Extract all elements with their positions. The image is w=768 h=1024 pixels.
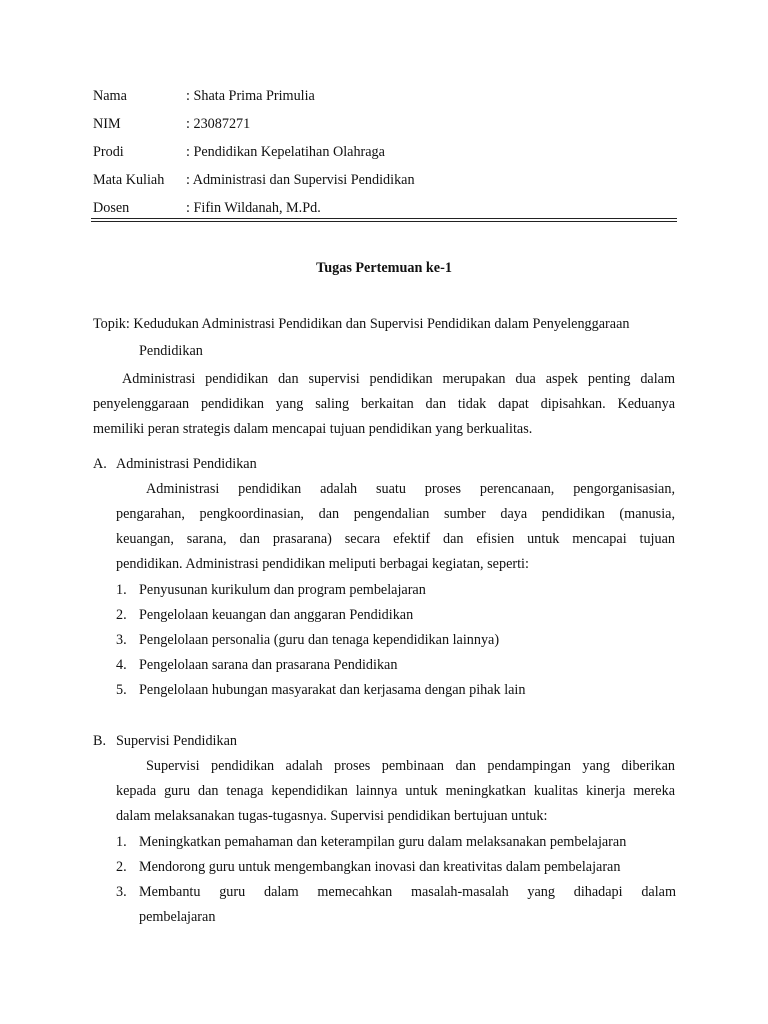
section-a-paragraph <box>116 479 675 579</box>
info-label: Prodi <box>93 144 124 160</box>
list-number: 5. <box>116 682 127 698</box>
header-rule-top <box>91 218 677 219</box>
info-value: : Shata Prima Primulia <box>186 88 315 104</box>
paragraph-line: Supervisi pendidikan adalah proses pembinaan dan pendampingan yang diberikan <box>146 758 675 774</box>
info-value: : Fifin Wildanah, M.Pd. <box>186 200 321 216</box>
section-letter: B. <box>93 733 107 749</box>
intro-line: penyelenggaraan pendidikan yang saling berkaitan dan tidak dapat dipisahkan. Keduanya <box>93 396 675 412</box>
paragraph-line: pengarahan, pengkoordinasian, dan pengendalian sumber daya pendidikan (manusia, <box>116 506 675 522</box>
section-letter: A. <box>93 456 107 472</box>
info-label: Mata Kuliah <box>93 172 165 188</box>
page-title: Tugas Pertemuan ke-1 <box>316 260 452 276</box>
info-value: : Administrasi dan Supervisi Pendidikan <box>186 172 415 188</box>
header-rule-bottom <box>91 221 677 222</box>
section-b-paragraph <box>116 756 675 831</box>
info-label: Nama <box>93 88 127 104</box>
list-text: Pengelolaan hubungan masyarakat dan kerjasama dengan pihak lain <box>139 682 526 698</box>
list-number: 3. <box>116 632 127 648</box>
list-text: Pengelolaan sarana dan prasarana Pendidikan <box>139 657 398 673</box>
paragraph-line: Administrasi pendidikan adalah suatu proses perencanaan, pengorganisasian, <box>146 481 675 497</box>
list-text: Pengelolaan personalia (guru dan tenaga kependidikan lainnya) <box>139 632 500 648</box>
list-number: 2. <box>116 859 127 875</box>
list-number: 3. <box>116 884 127 900</box>
info-label: Dosen <box>93 200 130 216</box>
topic-line-2: Pendidikan <box>139 343 203 359</box>
list-text: Membantu guru dalam memecahkan masalah-masalah yang dihadapi dalam <box>139 884 676 900</box>
list-number: 4. <box>116 657 127 673</box>
list-text: Meningkatkan pemahaman dan keterampilan guru dalam melaksanakan pembelajaran <box>139 834 627 850</box>
info-value: : 23087271 <box>186 116 251 132</box>
list-number: 2. <box>116 607 127 623</box>
paragraph-line: pendidikan. Administrasi pendidikan meliputi berbagai kegiatan, seperti: <box>116 556 529 572</box>
info-value: : Pendidikan Kepelatihan Olahraga <box>186 144 385 160</box>
list-text: Mendorong guru untuk mengembangkan inovasi dan kreativitas dalam pembelajaran <box>139 859 621 875</box>
info-label: NIM <box>93 116 121 132</box>
paragraph-line: keuangan, sarana, dan prasarana) secara efektif dan efisien untuk mencapai tujuan <box>116 531 675 547</box>
intro-line: Administrasi pendidikan dan supervisi pendidikan merupakan dua aspek penting dalam <box>122 371 675 387</box>
paragraph-line: kepada guru dan tenaga kependidikan lainnya untuk meningkatkan kualitas kinerja mereka <box>116 783 675 799</box>
list-text-continuation: pembelajaran <box>139 909 216 925</box>
list-number: 1. <box>116 582 127 598</box>
intro-paragraph <box>93 369 675 444</box>
paragraph-line: dalam melaksanakan tugas-tugasnya. Supervisi pendidikan bertujuan untuk: <box>116 808 548 824</box>
intro-line: memiliki peran strategis dalam mencapai tujuan pendidikan yang berkualitas. <box>93 421 533 437</box>
list-text: Penyusunan kurikulum dan program pembelajaran <box>139 582 426 598</box>
list-number: 1. <box>116 834 127 850</box>
section-heading-text: Supervisi Pendidikan <box>116 733 237 749</box>
topic-line-1: Topik: Kedudukan Administrasi Pendidikan dan Supervisi Pendidikan dalam Penyelenggaraan <box>93 316 630 332</box>
section-heading-text: Administrasi Pendidikan <box>116 456 257 472</box>
list-text: Pengelolaan keuangan dan anggaran Pendidikan <box>139 607 414 623</box>
